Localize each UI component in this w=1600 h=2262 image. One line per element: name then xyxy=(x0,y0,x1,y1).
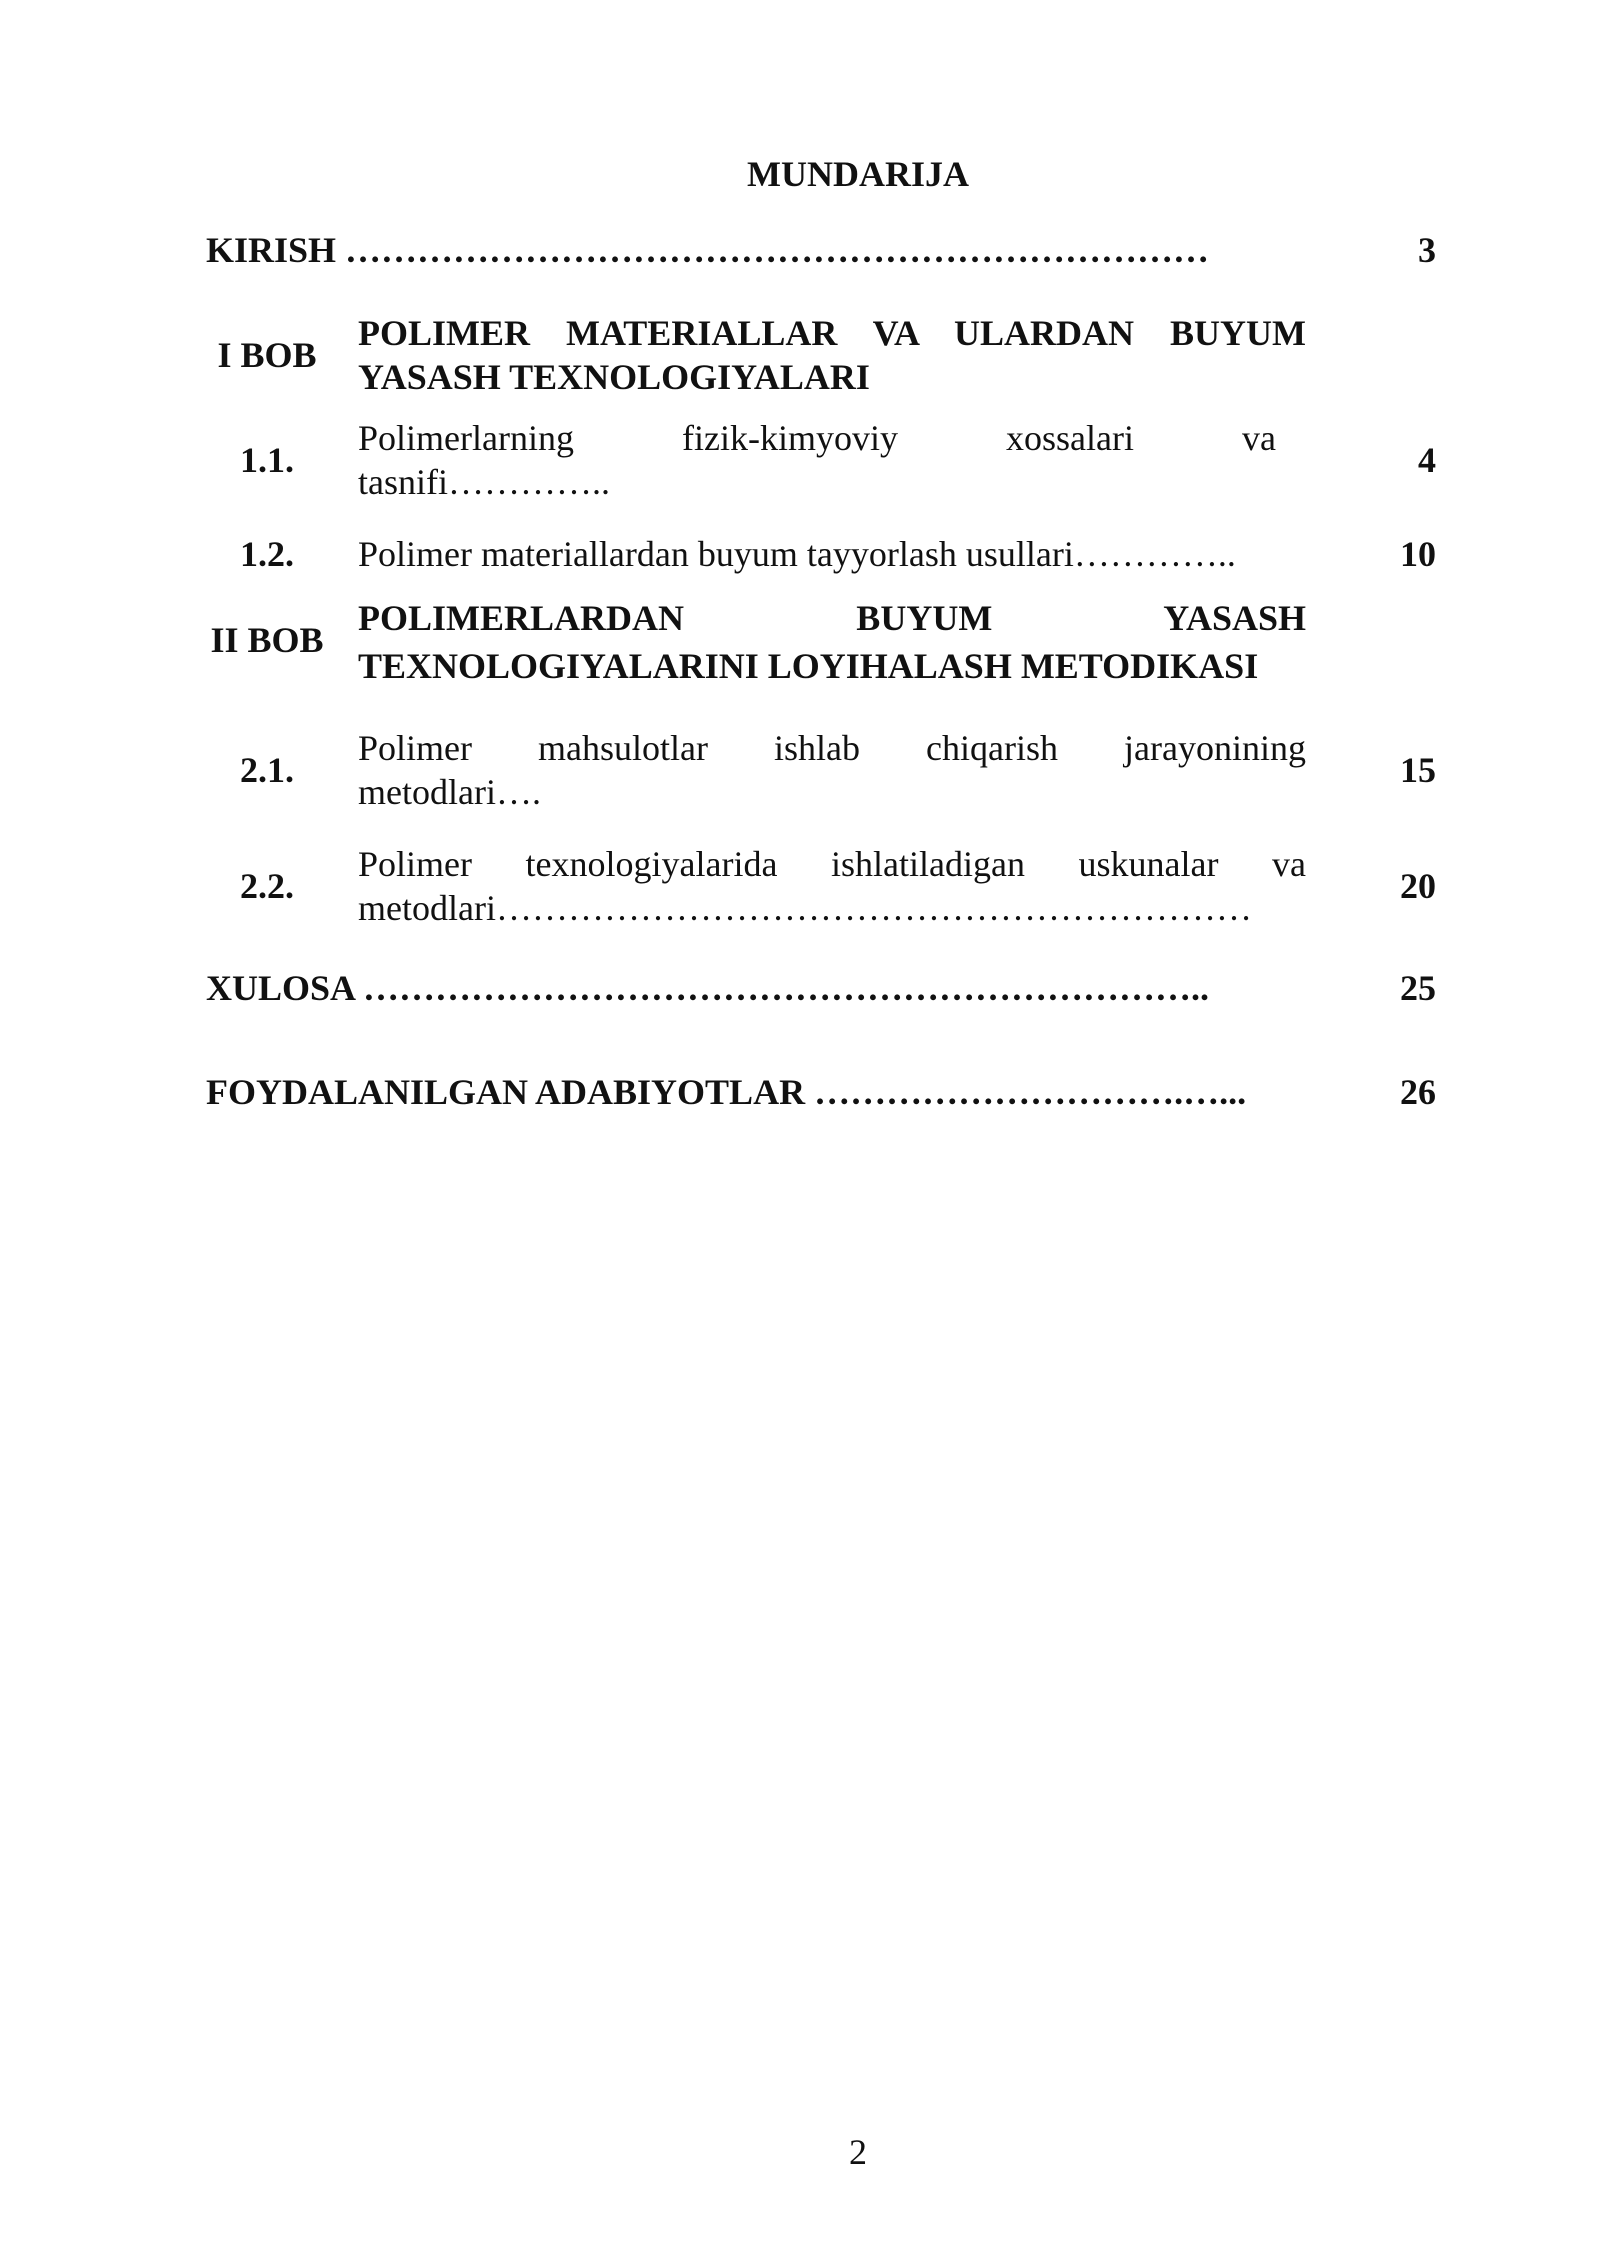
page-number: 2 xyxy=(849,2132,867,2172)
toc-page-number: 3 xyxy=(1418,230,1436,270)
section-title-line: metodlari…. xyxy=(358,772,541,812)
toc-entry-title: KIRISH ……………………………………………………………… xyxy=(206,230,1210,270)
chapter-title-line: POLIMERLARDAN BUYUM YASASH xyxy=(358,598,1306,638)
chapter-title-line: TEXNOLOGIYALARINI LOYIHALASH METODIKASI xyxy=(358,646,1259,686)
section-title-line: tasnifi………….. xyxy=(358,462,610,502)
section-title xyxy=(358,532,1306,576)
toc-entry-title: XULOSA …………………………………………………………….. xyxy=(206,968,1210,1008)
chapter-title xyxy=(358,594,1306,690)
toc-page-number: 15 xyxy=(1400,750,1436,790)
toc-page-number: 20 xyxy=(1400,866,1436,906)
section-number: 2.2. xyxy=(240,866,294,906)
section-title xyxy=(358,416,1276,504)
chapter-number: II BOB xyxy=(210,620,324,660)
toc-page-number: 26 xyxy=(1400,1072,1436,1112)
page-title: MUNDARIJA xyxy=(747,154,969,194)
chapter-title xyxy=(358,311,1306,399)
section-number: 1.1. xyxy=(240,440,294,480)
chapter-title-line: POLIMER MATERIALLAR VA ULARDAN BUYUM xyxy=(358,313,1306,353)
section-number: 1.2. xyxy=(240,534,294,574)
section-number: 2.1. xyxy=(240,750,294,790)
toc-page-number: 4 xyxy=(1418,440,1436,480)
toc-page-number: 10 xyxy=(1400,534,1436,574)
section-title-line: Polimer texnologiyalarida ishlatiladigan uskunalar va xyxy=(358,844,1306,884)
section-title xyxy=(358,842,1306,930)
section-title-line: Polimer materiallardan buyum tayyorlash usullari………….. xyxy=(358,534,1236,574)
section-title-line: Polimer mahsulotlar ishlab chiqarish jarayonining xyxy=(358,728,1306,768)
chapter-title-line: YASASH TEXNOLOGIYALARI xyxy=(358,357,870,397)
chapter-number: I BOB xyxy=(217,335,317,375)
toc-entry-title: FOYDALANILGAN ADABIYOTLAR ………………………….…... xyxy=(206,1072,1247,1112)
toc-page-number: 25 xyxy=(1400,968,1436,1008)
section-title xyxy=(358,726,1306,814)
section-title-line: metodlari……………………………………………………… xyxy=(358,888,1252,928)
section-title-line: Polimerlarning fizik-kimyoviy xossalari va xyxy=(358,418,1276,458)
